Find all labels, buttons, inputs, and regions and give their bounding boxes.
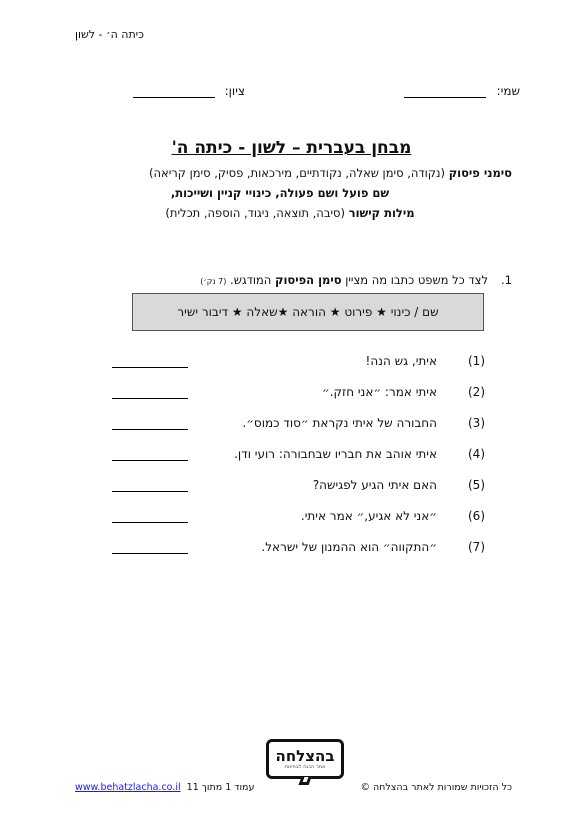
page-title: מבחן בעברית – לשון - כיתה ה' xyxy=(171,138,412,158)
question-text-before: לצד כל משפט כתבו מה מציין xyxy=(341,273,488,287)
logo-subtext: אתר הכנה לבחינות xyxy=(284,764,326,770)
item-number: (7) xyxy=(467,540,485,554)
copyright-notice: כל הזכויות שמורות לאתר בהצלחה © xyxy=(360,782,512,793)
answer-line[interactable] xyxy=(112,398,188,399)
name-label: שמי: xyxy=(496,84,520,98)
item-number: (5) xyxy=(467,478,485,492)
topic-3-bold: מילות קישור xyxy=(348,206,415,220)
header-label: כיתה ה׳ - לשון xyxy=(75,28,144,41)
logo-speech-tail xyxy=(299,777,312,785)
site-link[interactable]: www.behatzlacha.co.il xyxy=(75,782,181,793)
item-sentence: איתי, גש הנה! xyxy=(365,354,437,368)
answer-line[interactable] xyxy=(112,553,188,554)
item-number: (2) xyxy=(467,385,485,399)
name-field[interactable] xyxy=(404,85,486,98)
item-sentence: ״התקווה״ הוא ההמנון של ישראל. xyxy=(261,540,437,554)
question-text-bold: סימן הפיסוק xyxy=(274,273,342,287)
grade-label: ציון: xyxy=(224,84,245,98)
item-sentence: האם איתי הגיע לפגישה? xyxy=(312,478,437,492)
page-number: עמוד 1 מתוך 11 xyxy=(186,782,255,793)
question-text-after: המודגש. xyxy=(226,273,275,287)
options-box xyxy=(132,293,484,331)
topic-line-3 xyxy=(160,206,420,220)
answer-line[interactable] xyxy=(112,367,188,368)
topic-1-rest: (נקודה, סימן שאלה, נקודתיים, מירכאות, פסיק, סימן קריאה) xyxy=(149,166,449,180)
grade-field[interactable] xyxy=(133,85,215,98)
item-number: (4) xyxy=(467,447,485,461)
question-text xyxy=(200,273,488,287)
topic-line-1 xyxy=(40,166,512,180)
list-item xyxy=(100,354,485,372)
site-logo xyxy=(266,739,344,779)
item-number: (6) xyxy=(467,509,485,523)
answer-line[interactable] xyxy=(112,460,188,461)
name-row xyxy=(60,84,520,102)
topic-1-bold: סימני פיסוק xyxy=(448,166,512,180)
list-item xyxy=(100,385,485,403)
topic-line-2 xyxy=(150,186,410,200)
question-number: 1. xyxy=(501,273,512,287)
list-item xyxy=(100,416,485,434)
logo-text: בהצלחה xyxy=(275,747,335,765)
footer-left xyxy=(75,782,265,793)
list-item xyxy=(100,540,485,558)
topic-2-bold: שם פועל ושם פעולה, כינויי קניין ושייכות, xyxy=(170,186,390,200)
answer-line[interactable] xyxy=(112,491,188,492)
list-item xyxy=(100,478,485,496)
item-sentence: החבורה של איתי נקראת ״סוד כמוס״. xyxy=(242,416,437,430)
item-number: (3) xyxy=(467,416,485,430)
item-sentence: איתי אמר: ״אני חזק.״ xyxy=(321,385,437,399)
item-sentence: איתי אוהב את חבריו שבחבורה: רועי ודן. xyxy=(234,447,437,461)
topic-3-rest: (סיבה, תוצאה, ניגוד, הוספה, תכלית) xyxy=(165,206,349,220)
list-item xyxy=(100,509,485,527)
answer-line[interactable] xyxy=(112,522,188,523)
question-points: (7 נק׳) xyxy=(200,277,227,286)
item-sentence: ״אני לא אגיע,״ אמר איתי. xyxy=(300,509,437,523)
list-item xyxy=(100,447,485,465)
answer-line[interactable] xyxy=(112,429,188,430)
item-number: (1) xyxy=(467,354,485,368)
options-text: שם / כינוי ★ פירוט ★ הוראה ★שאלה ★ דיבור ישיר xyxy=(177,305,439,319)
